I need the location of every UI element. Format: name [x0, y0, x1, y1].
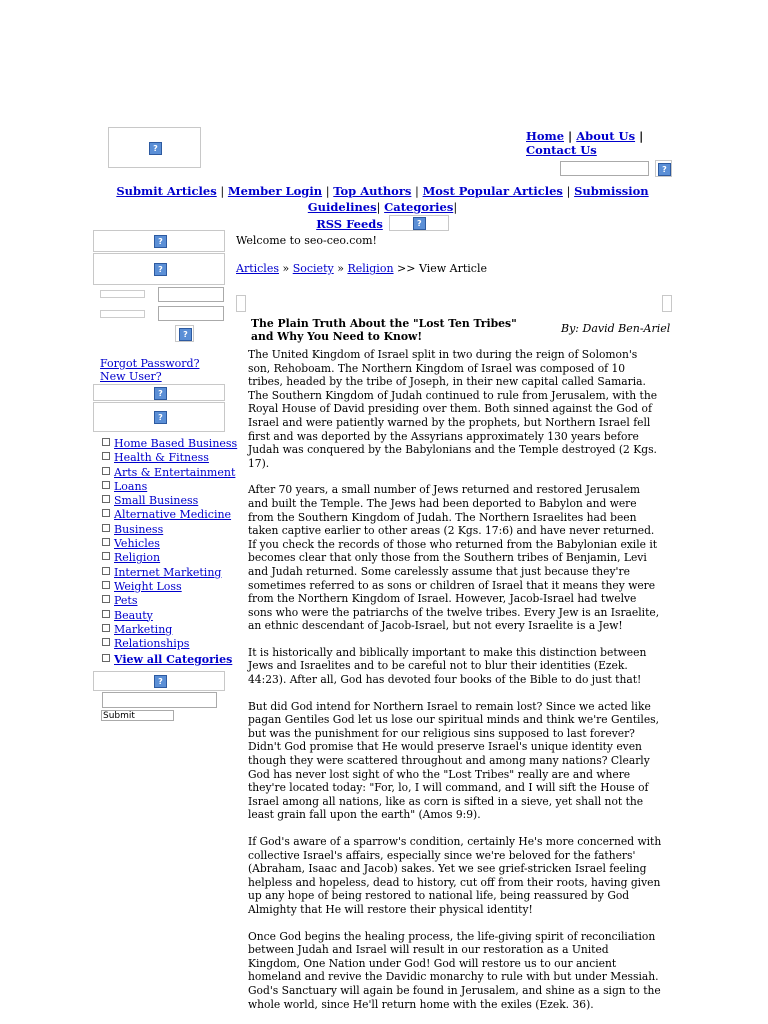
article-body [248, 348, 662, 1024]
username-label-box [100, 290, 145, 298]
bullet-icon [102, 452, 110, 460]
password-input[interactable] [158, 306, 224, 321]
category-link[interactable]: Arts & Entertainment [114, 465, 236, 479]
article-paragraph: The United Kingdom of Israel split in two during the reign of Solomon's son, Rehoboam. The Northern Kingdom of Israel was composed of 10 tribes, headed by the tribe of Joseph, in their new capital called Samaria. The Southern Kingdom of Judah continued to rule from Jerusalem, with the Royal House of David presiding over them. Both sinned against the God of Israel and were patiently warned by the prophets, but Northern Israel fell first and was deported by the Assyrians approximately 130 years before Judah was conquered by the Babylonians and the Temple destroyed (2 Kgs. 17). [248, 348, 658, 470]
nav-most-popular[interactable]: Most Popular Articles [422, 184, 563, 198]
bullet-icon [102, 467, 110, 475]
broken-image-icon: ? [154, 411, 167, 424]
category-link[interactable]: Internet Marketing [114, 565, 222, 579]
broken-image-icon: ? [154, 235, 167, 248]
broken-image-icon: ? [154, 675, 167, 688]
rss-image[interactable] [389, 215, 449, 231]
bullet-icon [102, 624, 110, 632]
bullet-icon [102, 481, 110, 489]
breadcrumb-religion[interactable]: Religion [347, 262, 394, 275]
sidebar-banner-5 [93, 671, 225, 691]
bullet-icon [102, 654, 110, 662]
nav-member-login[interactable]: Member Login [227, 184, 323, 198]
category-link[interactable]: Vehicles [114, 537, 160, 551]
list-item [102, 637, 226, 651]
about-us-link[interactable]: About Us [576, 129, 636, 143]
home-link[interactable]: Home [526, 129, 565, 143]
category-link[interactable]: Home Based Business [114, 437, 238, 450]
corner-image-left [236, 295, 246, 312]
category-link[interactable]: Religion [114, 551, 161, 565]
broken-image-icon: ? [154, 387, 167, 400]
list-item [102, 566, 226, 580]
bullet-icon [102, 524, 110, 532]
nav-top-authors[interactable]: Top Authors [333, 184, 412, 198]
new-user-link[interactable]: New User? [100, 370, 162, 383]
bullet-icon [102, 638, 110, 646]
list-item [102, 623, 226, 637]
username-input[interactable] [158, 287, 224, 302]
list-item [102, 580, 226, 594]
list-item [102, 551, 226, 565]
password-label-box [100, 310, 145, 318]
category-link[interactable]: Relationships [114, 637, 190, 651]
broken-image-icon: ? [179, 328, 192, 341]
broken-image-icon: ? [658, 163, 671, 176]
category-link[interactable]: Small Business [114, 494, 199, 508]
list-item [102, 609, 226, 623]
main-nav: Submit Articles | Member Login | Top Authors | Most Popular Articles | Submission Guidelines| Categories| RSS Feeds ? [116, 184, 649, 231]
sidebar-banner-4 [93, 402, 225, 432]
nav-categories[interactable]: Categories [384, 200, 454, 214]
article-paragraph: If God's aware of a sparrow's condition, certainly He's more concerned with collective Israel's affairs, especially since we're beloved for the fathers' (Abraham, Isaac and Jacob) sakes. Yet we see grief-stricken Israel feeling helpless and hopeless, dead to history, cut off from their roots, having given up any hope of being restored to national life, being reassured by God Almighty that He will restore their physical identity! [248, 835, 662, 916]
list-item [102, 465, 236, 480]
list-item [102, 523, 226, 537]
top-links: Home | About Us | Contact Us [526, 129, 644, 157]
header-search-button[interactable] [655, 160, 672, 177]
newsletter-email-input[interactable] [102, 692, 217, 708]
category-link[interactable]: Marketing [114, 622, 173, 636]
bullet-icon [102, 610, 110, 618]
newsletter-submit-button[interactable]: Submit [101, 710, 174, 721]
list-item [102, 451, 226, 465]
category-link[interactable]: Alternative Medicine [114, 508, 232, 522]
category-link[interactable]: Loans [114, 479, 148, 493]
article-paragraph: Once God begins the healing process, the life-giving spirit of reconciliation between Judah and Israel will result in our restoration as a United Kingdom, One Nation under God! God will restore us to our ancient homeland and revive the Davidic monarchy to rule with but under Messiah. God's Sanctuary will again be found in Jerusalem, and shine as a sign to the whole world, since He'll return home with the exiles (Ezek. 36). [248, 929, 661, 1011]
logo-image[interactable] [108, 127, 201, 168]
article-paragraph: But did God intend for Northern Israel to remain lost? Since we acted like pagan Gentiles God let us lose our spiritual minds and think we're Gentiles, but was the punishment for our religious sins supposed to last forever? Didn't God promise that He would preserve Israel's unique identity even though they were scattered throughout and among many nations? Clearly God has never lost sight of who the "Lost Tribes" really are and where they're located today: "For, lo, I will command, and I will sift the House of Israel among all nations, like as corn is sifted in a sieve, yet shall not the least grain fall upon the earth" (Amos 9:9). [248, 699, 660, 822]
account-links [100, 357, 225, 383]
nav-submission-guidelines[interactable]: Submission Guidelines [307, 184, 649, 214]
category-link[interactable]: Health & Fitness [114, 451, 209, 465]
nav-rss-feeds[interactable]: RSS Feeds [316, 217, 383, 231]
list-item [102, 594, 226, 608]
bullet-icon [102, 509, 110, 517]
breadcrumb-sep: » [282, 262, 290, 275]
category-link[interactable]: Pets [114, 594, 138, 608]
bullet-icon [102, 495, 110, 503]
article-paragraph: It is historically and biblically important to make this distinction between Jews and Israelites and to be careful not to blur their identities (Ezek. 44:23). After all, God has devoted four books of the Bible to do just that! [248, 645, 647, 687]
article-title: The Plain Truth About the "Lost Ten Tribes" and Why You Need to Know! [251, 317, 517, 343]
bullet-icon [102, 552, 110, 560]
contact-us-link[interactable]: Contact Us [526, 143, 597, 157]
bullet-icon [102, 595, 110, 603]
bullet-icon [102, 581, 110, 589]
article-paragraph: After 70 years, a small number of Jews returned and restored Jerusalem and built the Temple. The Jews had been deported to Babylon and were from the Southern Kingdom of Judah. The Northern Israelites had been taken captive earlier to other areas (2 Kgs. 17:6) and have never returned. If you check the records of those who returned from the Babylonian exile it becomes clear that only those from the Southern tribes of Benjamin, Levi and Judah returned. Some carelessly assume that just because they're sometimes referred to as sons or children of Israel that it means they were from the Northern Kingdom of Israel. However, Jacob-Israel had twelve sons who were the patriarchs of the twelve tribes. Every Jew is an Israelite, an ethnic descendant of Jacob-Israel, but not every Israelite is a Jew! [248, 483, 660, 633]
list-item [102, 494, 226, 508]
broken-image-icon: ? [149, 142, 162, 155]
sidebar-banner-3 [93, 384, 225, 401]
list-item [102, 508, 232, 522]
view-all-categories [102, 653, 232, 666]
header-search-input[interactable] [560, 161, 649, 176]
welcome-text: Welcome to seo-ceo.com! [236, 234, 377, 247]
breadcrumb-sep: » [337, 262, 344, 275]
list-item [102, 437, 238, 451]
corner-image-right [662, 295, 672, 312]
breadcrumb-current: >> View Article [397, 262, 487, 275]
article-byline: By: David Ben-Ariel [561, 322, 671, 335]
breadcrumb-society[interactable]: Society [292, 262, 334, 275]
breadcrumb [236, 262, 487, 275]
bullet-icon [102, 567, 110, 575]
category-link[interactable]: Business [114, 522, 164, 536]
list-item [102, 480, 226, 494]
broken-image-icon: ? [154, 263, 167, 276]
login-button[interactable] [175, 325, 194, 342]
broken-image-icon: ? [413, 217, 426, 230]
view-all-categories-link[interactable]: View all Categories [114, 653, 233, 666]
bullet-icon [102, 438, 110, 446]
category-link[interactable]: Beauty [114, 608, 153, 622]
bullet-icon [102, 538, 110, 546]
list-item [102, 537, 226, 551]
category-list [102, 437, 238, 651]
breadcrumb-articles[interactable]: Articles [236, 262, 279, 275]
sidebar-banner-2 [93, 253, 225, 285]
category-link[interactable]: Weight Loss [114, 579, 182, 593]
forgot-password-link[interactable]: Forgot Password? [100, 357, 200, 370]
nav-submit-articles[interactable]: Submit Articles [116, 184, 217, 198]
sidebar-banner-1 [93, 230, 225, 252]
